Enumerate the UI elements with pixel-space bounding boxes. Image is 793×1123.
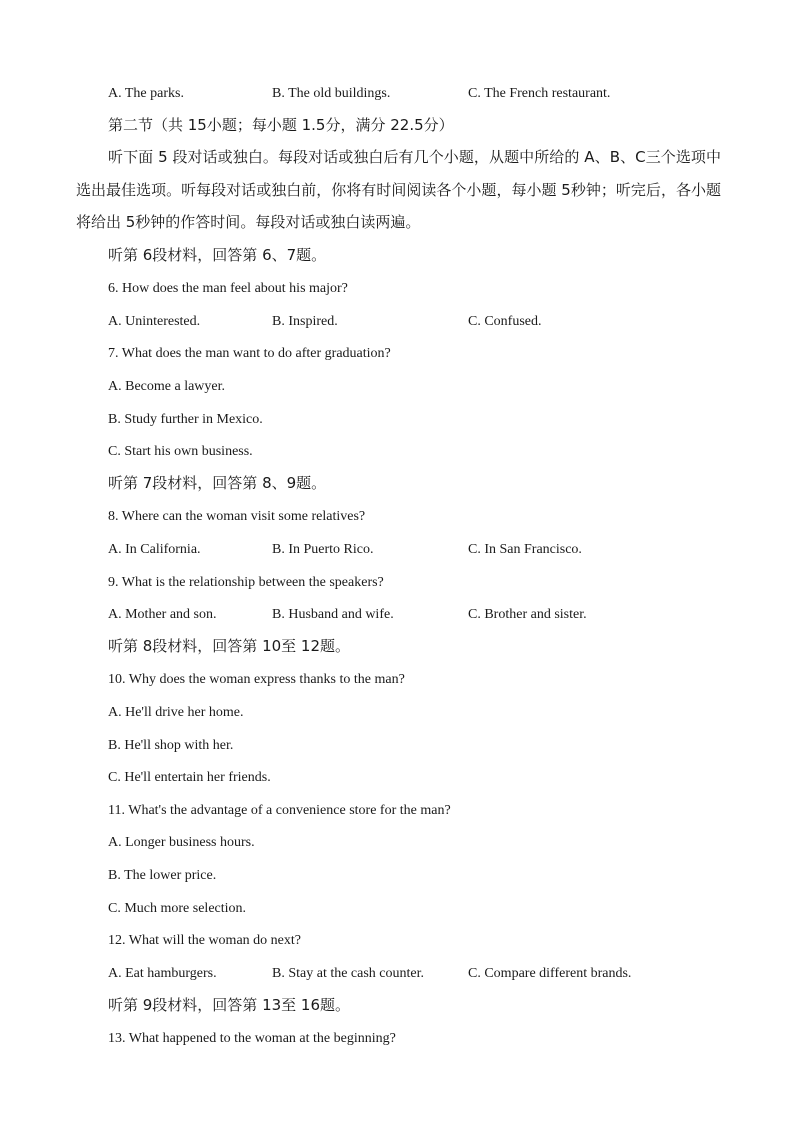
question-stem: 6. How does the man feel about his major?: [108, 281, 348, 296]
passage-intro: 听第 7段材料，回答第 8、9题。: [108, 474, 327, 492]
q9-option-b: B. Husband and wife.: [272, 607, 394, 622]
q12-option-c: C. Compare different brands.: [468, 966, 632, 981]
question-stem: 13. What happened to the woman at the beginning?: [108, 1031, 396, 1046]
section-instructions: 听下面 5 段对话或独白。每段对话或独白后有几个小题，从题中所给的 A、B、C三个选项中选出最佳选项。听每段对话或独白前，你将有时间阅读各个小题，每小题 5秒钟；听完后，各小题将给出 5秒钟的作答时间。每段对话或独白读两遍。: [76, 148, 721, 231]
q12-option-a: A. Eat hamburgers.: [108, 966, 217, 981]
q10-option-c: C. He'll entertain her friends.: [108, 770, 271, 785]
q12-option-b: B. Stay at the cash counter.: [272, 966, 425, 981]
q5-option-a: A. The parks.: [108, 86, 184, 101]
q8-option-c: C. In San Francisco.: [468, 542, 582, 557]
passage-intro: 听第 6段材料，回答第 6、7题。: [108, 246, 327, 264]
question-stem: 12. What will the woman do next?: [108, 933, 301, 948]
q10-option-a: A. He'll drive her home.: [108, 705, 244, 720]
q11-option-c: C. Much more selection.: [108, 901, 247, 916]
q5-option-b: B. The old buildings.: [272, 86, 391, 101]
q6-option-c: C. Confused.: [468, 314, 542, 329]
q6-option-b: B. Inspired.: [272, 314, 338, 329]
q8-option-a: A. In California.: [108, 542, 201, 557]
question-stem: 11. What's the advantage of a convenience store for the man?: [108, 803, 451, 818]
question-stem: 10. Why does the woman express thanks to the man?: [108, 672, 405, 687]
question-stem: 7. What does the man want to do after graduation?: [108, 346, 391, 361]
q11-option-b: B. The lower price.: [108, 868, 217, 883]
q5-option-c: C. The French restaurant.: [468, 86, 611, 101]
q9-option-a: A. Mother and son.: [108, 607, 217, 622]
q10-option-b: B. He'll shop with her.: [108, 738, 234, 753]
passage-intro: 听第 9段材料，回答第 13至 16题。: [108, 996, 351, 1014]
q7-option-c: C. Start his own business.: [108, 444, 253, 459]
question-stem: 8. Where can the woman visit some relatives?: [108, 509, 366, 524]
passage-intro: 听第 8段材料，回答第 10至 12题。: [108, 637, 351, 655]
q11-option-a: A. Longer business hours.: [108, 835, 255, 850]
q8-option-b: B. In Puerto Rico.: [272, 542, 374, 557]
section-heading: 第二节（共 15小题；每小题 1.5分，满分 22.5分）: [108, 116, 454, 134]
q6-option-a: A. Uninterested.: [108, 314, 201, 329]
q9-option-c: C. Brother and sister.: [468, 607, 587, 622]
q7-option-b: B. Study further in Mexico.: [108, 412, 263, 427]
question-stem: 9. What is the relationship between the speakers?: [108, 575, 384, 590]
q7-option-a: A. Become a lawyer.: [108, 379, 226, 394]
